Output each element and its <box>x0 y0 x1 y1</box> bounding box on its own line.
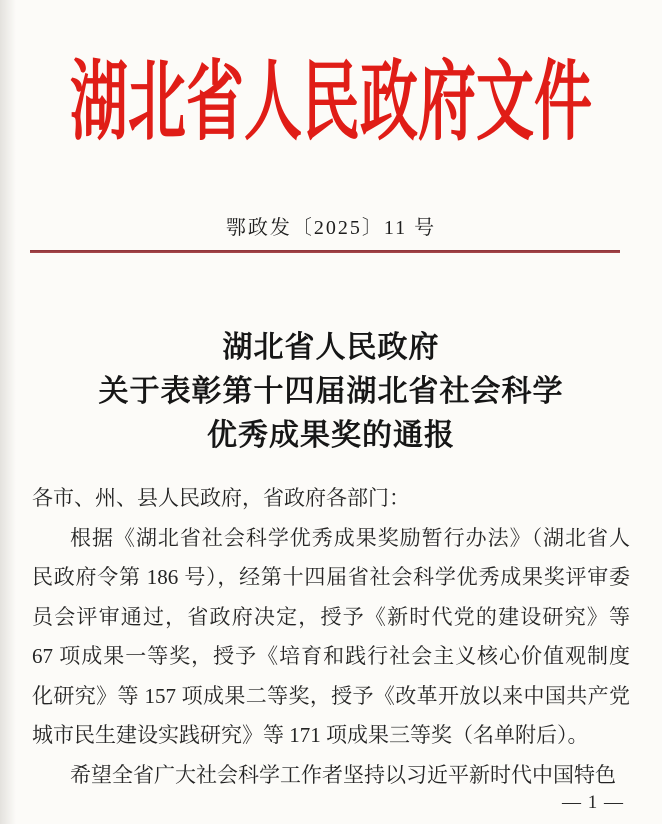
doc-title-line-3: 优秀成果奖的通报 <box>207 419 455 452</box>
doc-title-line-2: 关于表彰第十四届湖北省社会科学 <box>98 375 564 408</box>
body-line-7: 城市民生建设实践研究》等 171 项成果三等奖（名单附后）。 <box>32 723 589 747</box>
doc-title-line-1: 湖北省人民政府 <box>222 331 440 364</box>
body-line-4: 员会评审通过，省政府决定，授予《新时代党的建设研究》等 <box>32 604 630 629</box>
document-body <box>32 479 630 795</box>
red-header-title: 湖北省人民政府文件 <box>69 53 592 151</box>
body-line-5: 67 项成果一等奖，授予《培育和践行社会主义核心价值观制度 <box>32 644 630 668</box>
body-line-6: 化研究》等 157 项成果二等奖，授予《改革开放以来中国共产党 <box>32 683 630 708</box>
body-line-2: 根据《湖北省社会科学优秀成果奖励暂行办法》（湖北省人 <box>70 525 630 550</box>
salutation-line: 各市、州、县人民政府，省政府各部门： <box>32 486 410 510</box>
body-line-3: 民政府令第 186 号），经第十四届省社会科学优秀成果奖评审委 <box>32 565 630 589</box>
document-title <box>0 326 662 458</box>
red-divider-line <box>30 250 620 253</box>
body-line-8: 希望全省广大社会科学工作者坚持以习近平新时代中国特色 <box>70 762 616 787</box>
doc-number: 鄂政发〔2025〕11 号 <box>225 217 437 239</box>
page-number: — 1 — <box>562 792 624 813</box>
